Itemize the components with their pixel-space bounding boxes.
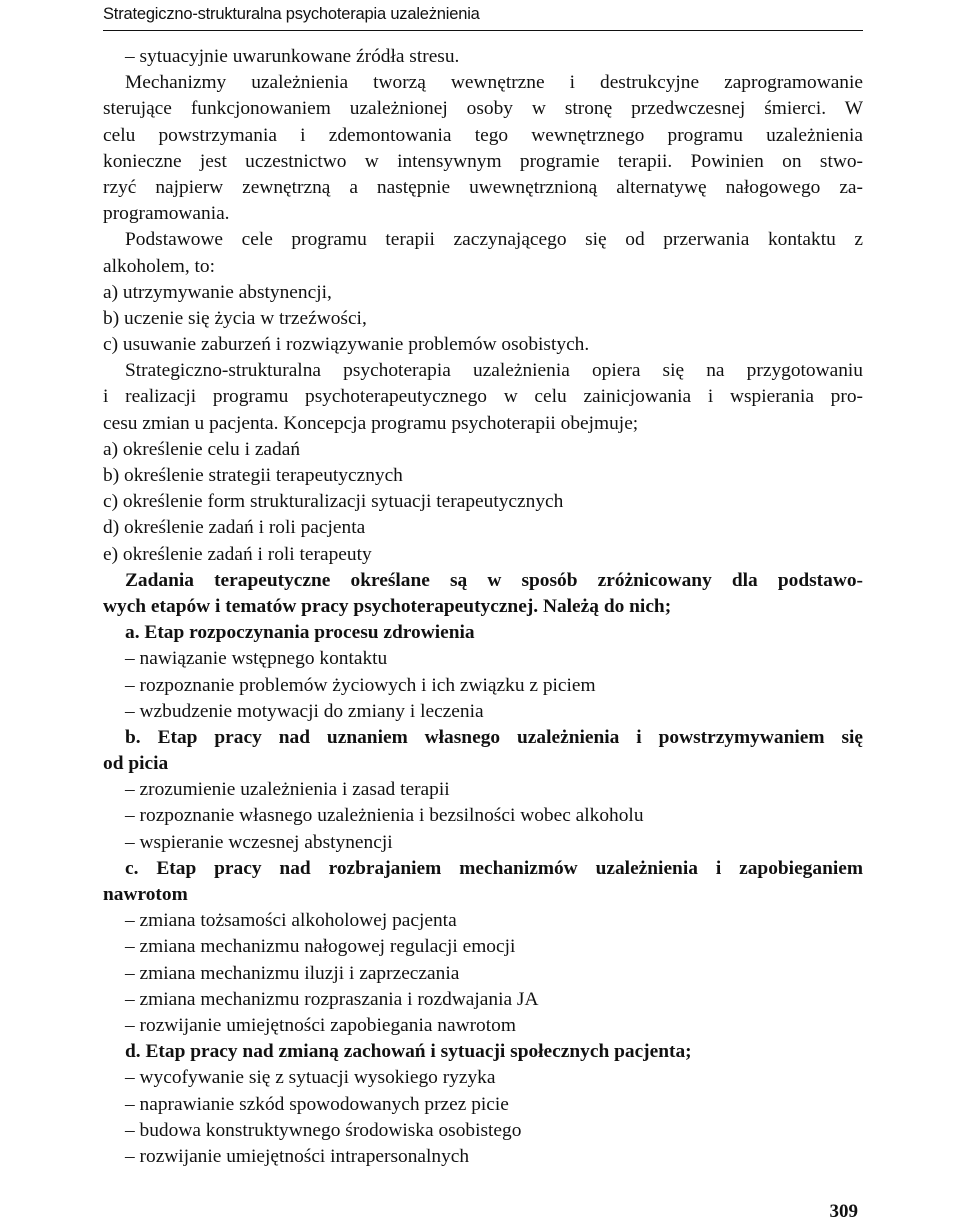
text-line: konieczne jest uczestnictwo w intensywnym programie terapii. Powinien on stwo- bbox=[103, 150, 863, 172]
heading-line: nawrotom bbox=[103, 884, 188, 905]
text-line: cesu zmian u pacjenta. Koncepcja programu psychoterapii obejmuje; bbox=[103, 412, 639, 434]
text-line: Strategiczno-strukturalna psychoterapia uzależnienia opiera się na przygotowaniu bbox=[125, 360, 863, 382]
text-line: b) uczenie się życia w trzeźwości, bbox=[103, 307, 367, 329]
text-line: Podstawowe cele programu terapii zaczynającego się od przerwania kontaktu z bbox=[125, 229, 863, 251]
heading-line: Zadania terapeutyczne określane są w sposób zróżnicowany dla podstawo- bbox=[125, 569, 863, 591]
text-line: – rozpoznanie problemów życiowych i ich związku z piciem bbox=[125, 674, 596, 696]
text-line: a) utrzymywanie abstynencji, bbox=[103, 281, 332, 303]
text-line: – zmiana mechanizmu iluzji i zaprzeczania bbox=[125, 962, 460, 984]
text-line: c) usuwanie zaburzeń i rozwiązywanie problemów osobistych. bbox=[103, 334, 590, 356]
text-line: d) określenie zadań i roli pacjenta bbox=[103, 517, 366, 539]
text-line: i realizacji programu psychoterapeutycznego w celu zainicjowania i wspierania pro- bbox=[103, 386, 863, 408]
running-header: Strategiczno-strukturalna psychoterapia uzależnienia bbox=[103, 5, 480, 23]
text-line: b) określenie strategii terapeutycznych bbox=[103, 465, 403, 486]
text-line: – wzbudzenie motywacji do zmiany i leczenia bbox=[125, 700, 484, 722]
heading-line: od picia bbox=[103, 753, 169, 775]
text-line: – zmiana tożsamości alkoholowej pacjenta bbox=[125, 910, 457, 932]
text-line: c) określenie form strukturalizacji sytuacji terapeutycznych bbox=[103, 491, 564, 513]
heading-line: d. Etap pracy nad zmianą zachowań i sytuacji społecznych pacjenta; bbox=[125, 1041, 692, 1063]
text-line: – rozwijanie umiejętności intrapersonalnych bbox=[125, 1145, 470, 1167]
text-line: programowania. bbox=[103, 203, 230, 225]
text-line: a) określenie celu i zadań bbox=[103, 438, 301, 460]
text-line: celu powstrzymania i zdemontowania tego wewnętrznego programu uzależnienia bbox=[103, 124, 863, 146]
heading-line: b. Etap pracy nad uznaniem własnego uzależnienia i powstrzymywaniem się bbox=[125, 726, 863, 748]
text-line: – rozwijanie umiejętności zapobiegania nawrotom bbox=[125, 1014, 516, 1036]
text-line: – budowa konstruktywnego środowiska osobistego bbox=[125, 1119, 522, 1141]
text-line: – rozpoznanie własnego uzależnienia i bezsilności wobec alkoholu bbox=[125, 805, 644, 827]
text-line: Mechanizmy uzależnienia tworzą wewnętrzne i destrukcyjne zaprogramowanie bbox=[125, 72, 863, 94]
text-line: – zrozumienie uzależnienia i zasad terapii bbox=[125, 779, 450, 801]
text-line: – nawiązanie wstępnego kontaktu bbox=[125, 648, 388, 670]
text-line: – naprawianie szkód spowodowanych przez picie bbox=[125, 1093, 509, 1115]
text-line: alkoholem, to: bbox=[103, 255, 216, 277]
header-rule bbox=[103, 30, 863, 31]
text-line: – sytuacyjnie uwarunkowane źródła stresu. bbox=[125, 46, 460, 67]
text-line: sterujące funkcjonowaniem uzależnionej osoby w stronę przedwczesnej śmierci. W bbox=[103, 98, 863, 120]
text-line: – zmiana mechanizmu nałogowej regulacji emocji bbox=[125, 936, 516, 958]
heading-line: wych etapów i tematów pracy psychoterapeutycznej. Należą do nich; bbox=[103, 595, 672, 617]
text-line: – zmiana mechanizmu rozpraszania i rozdwajania JA bbox=[125, 988, 539, 1010]
page-number: 309 bbox=[829, 1201, 858, 1222]
heading-line: a. Etap rozpoczynania procesu zdrowienia bbox=[125, 622, 475, 644]
text-line: e) określenie zadań i roli terapeuty bbox=[103, 543, 372, 565]
text-line: – wspieranie wczesnej abstynencji bbox=[125, 831, 393, 853]
text-line: – wycofywanie się z sytuacji wysokiego ryzyka bbox=[125, 1067, 496, 1089]
heading-line: c. Etap pracy nad rozbrajaniem mechanizmów uzależnienia i zapobieganiem bbox=[125, 857, 863, 879]
text-line: rzyć najpierw zewnętrzną a następnie uwewnętrznioną alternatywę nałogowego za- bbox=[103, 176, 863, 198]
body-text bbox=[103, 44, 863, 1170]
